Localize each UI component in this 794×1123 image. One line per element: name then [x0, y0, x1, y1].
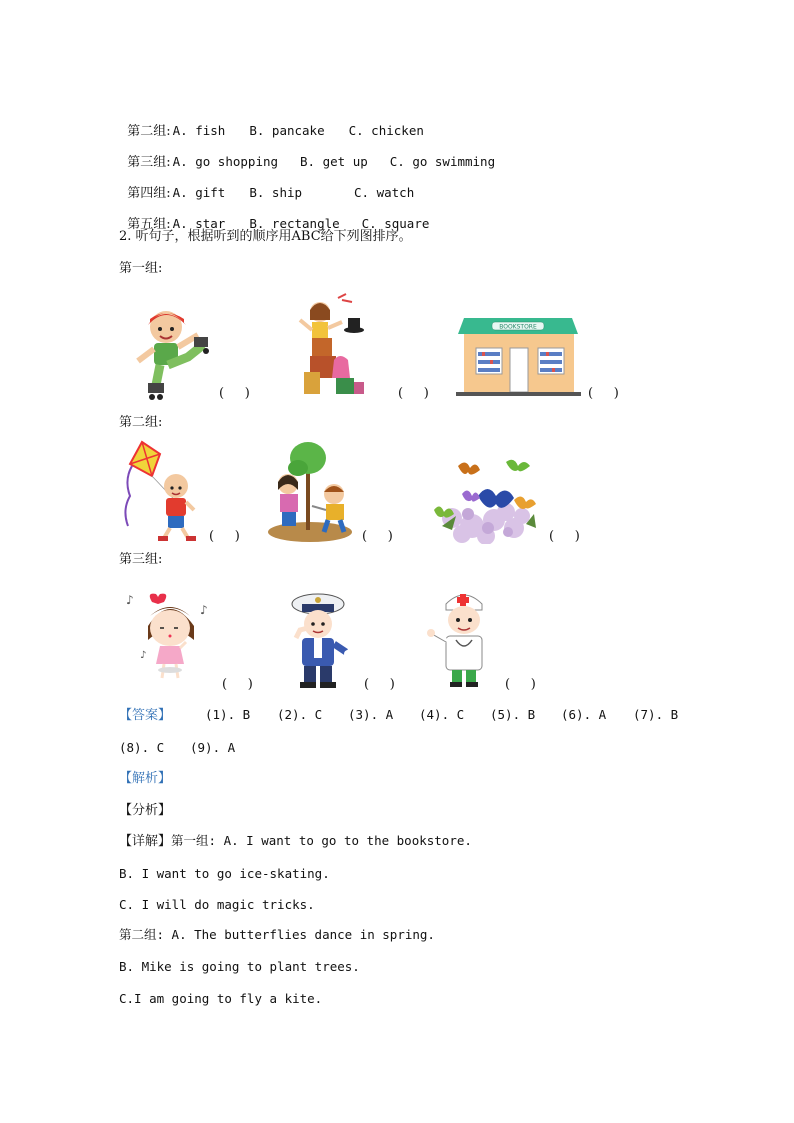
plant-trees-picture: [266, 440, 358, 544]
answer-paren-2[interactable]: ( ): [398, 386, 429, 401]
answer-item: (3). A: [348, 707, 394, 722]
svg-text:♪: ♪: [140, 650, 147, 661]
doctor-picture: [426, 586, 500, 690]
answer-label: 【答案】: [119, 708, 172, 723]
butterflies-picture: [422, 456, 546, 544]
detail-line-4: 第二组: A. The butterflies dance in spring.: [119, 927, 435, 942]
answer-paren-3[interactable]: ( ): [588, 386, 619, 401]
option-a: A. gift: [172, 185, 226, 200]
group-2-label: 第二组:: [119, 415, 163, 430]
group-3-label: 第三组:: [119, 552, 163, 567]
answer-paren-7[interactable]: ( ): [222, 677, 253, 692]
detail-text: 第一组: A. I want to go to the bookstore.: [171, 833, 472, 848]
option-c: C. go swimming: [389, 154, 496, 169]
answer-item: (4). C: [419, 707, 465, 722]
magic-tricks-girl-picture: [298, 290, 378, 400]
detail-line-6: C.I am going to fly a kite.: [119, 991, 323, 1006]
ice-skating-boy-picture: [128, 305, 210, 400]
answer-paren-1[interactable]: ( ): [219, 386, 250, 401]
answer-paren-5[interactable]: ( ): [362, 529, 393, 544]
answer-item: (7). B: [633, 707, 679, 722]
singing-girl-picture: [120, 586, 212, 682]
answer-item: (8). C: [119, 740, 165, 755]
fly-kite-boy-picture: [118, 440, 208, 542]
option-b: B. rectangle: [249, 216, 340, 231]
question-2: 2. 听句子，根据听到的顺序用ABC给下列图排序。: [119, 229, 412, 244]
answer-item: (9). A: [190, 740, 236, 755]
answer-item: (5). B: [490, 707, 536, 722]
svg-text:♪: ♪: [126, 593, 134, 607]
detail-line-3: C. I will do magic tricks.: [119, 897, 315, 912]
group-label: 第二组:: [127, 124, 171, 139]
group-1-label: 第一组:: [119, 261, 163, 276]
detail-line-5: B. Mike is going to plant trees.: [119, 959, 360, 974]
answer-paren-9[interactable]: ( ): [505, 677, 536, 692]
option-c: C. watch: [354, 185, 415, 200]
bookstore-picture: [456, 312, 581, 398]
group-label: 第五组:: [127, 217, 171, 232]
option-a: A. fish: [172, 123, 226, 138]
detail-label: 【详解】: [119, 834, 172, 849]
option-c: C. square: [361, 216, 430, 231]
answer-item: (6). A: [561, 707, 607, 722]
answer-paren-4[interactable]: ( ): [209, 529, 240, 544]
answer-paren-8[interactable]: ( ): [364, 677, 395, 692]
group-label: 第四组:: [127, 186, 171, 201]
option-b: B. pancake: [249, 123, 325, 138]
fenxi-label: 【分析】: [119, 803, 172, 818]
answer-paren-6[interactable]: ( ): [549, 529, 580, 544]
option-a: A. star: [172, 216, 226, 231]
option-b: B. ship: [249, 185, 303, 200]
option-b: B. get up: [300, 154, 368, 169]
analysis-label: 【解析】: [119, 771, 172, 786]
answer-item: (1). B: [205, 707, 251, 722]
svg-text:♪: ♪: [200, 603, 208, 617]
bookstore-sign-text: BOOKSTORE: [499, 323, 537, 331]
answer-item: (2). C: [277, 707, 323, 722]
group-label: 第三组:: [127, 155, 171, 170]
detail-line-2: B. I want to go ice-skating.: [119, 866, 330, 881]
detail-line-1: [119, 832, 472, 851]
policeman-picture: [280, 586, 362, 690]
option-c: C. chicken: [348, 123, 424, 138]
option-a: A. go shopping: [172, 154, 279, 169]
